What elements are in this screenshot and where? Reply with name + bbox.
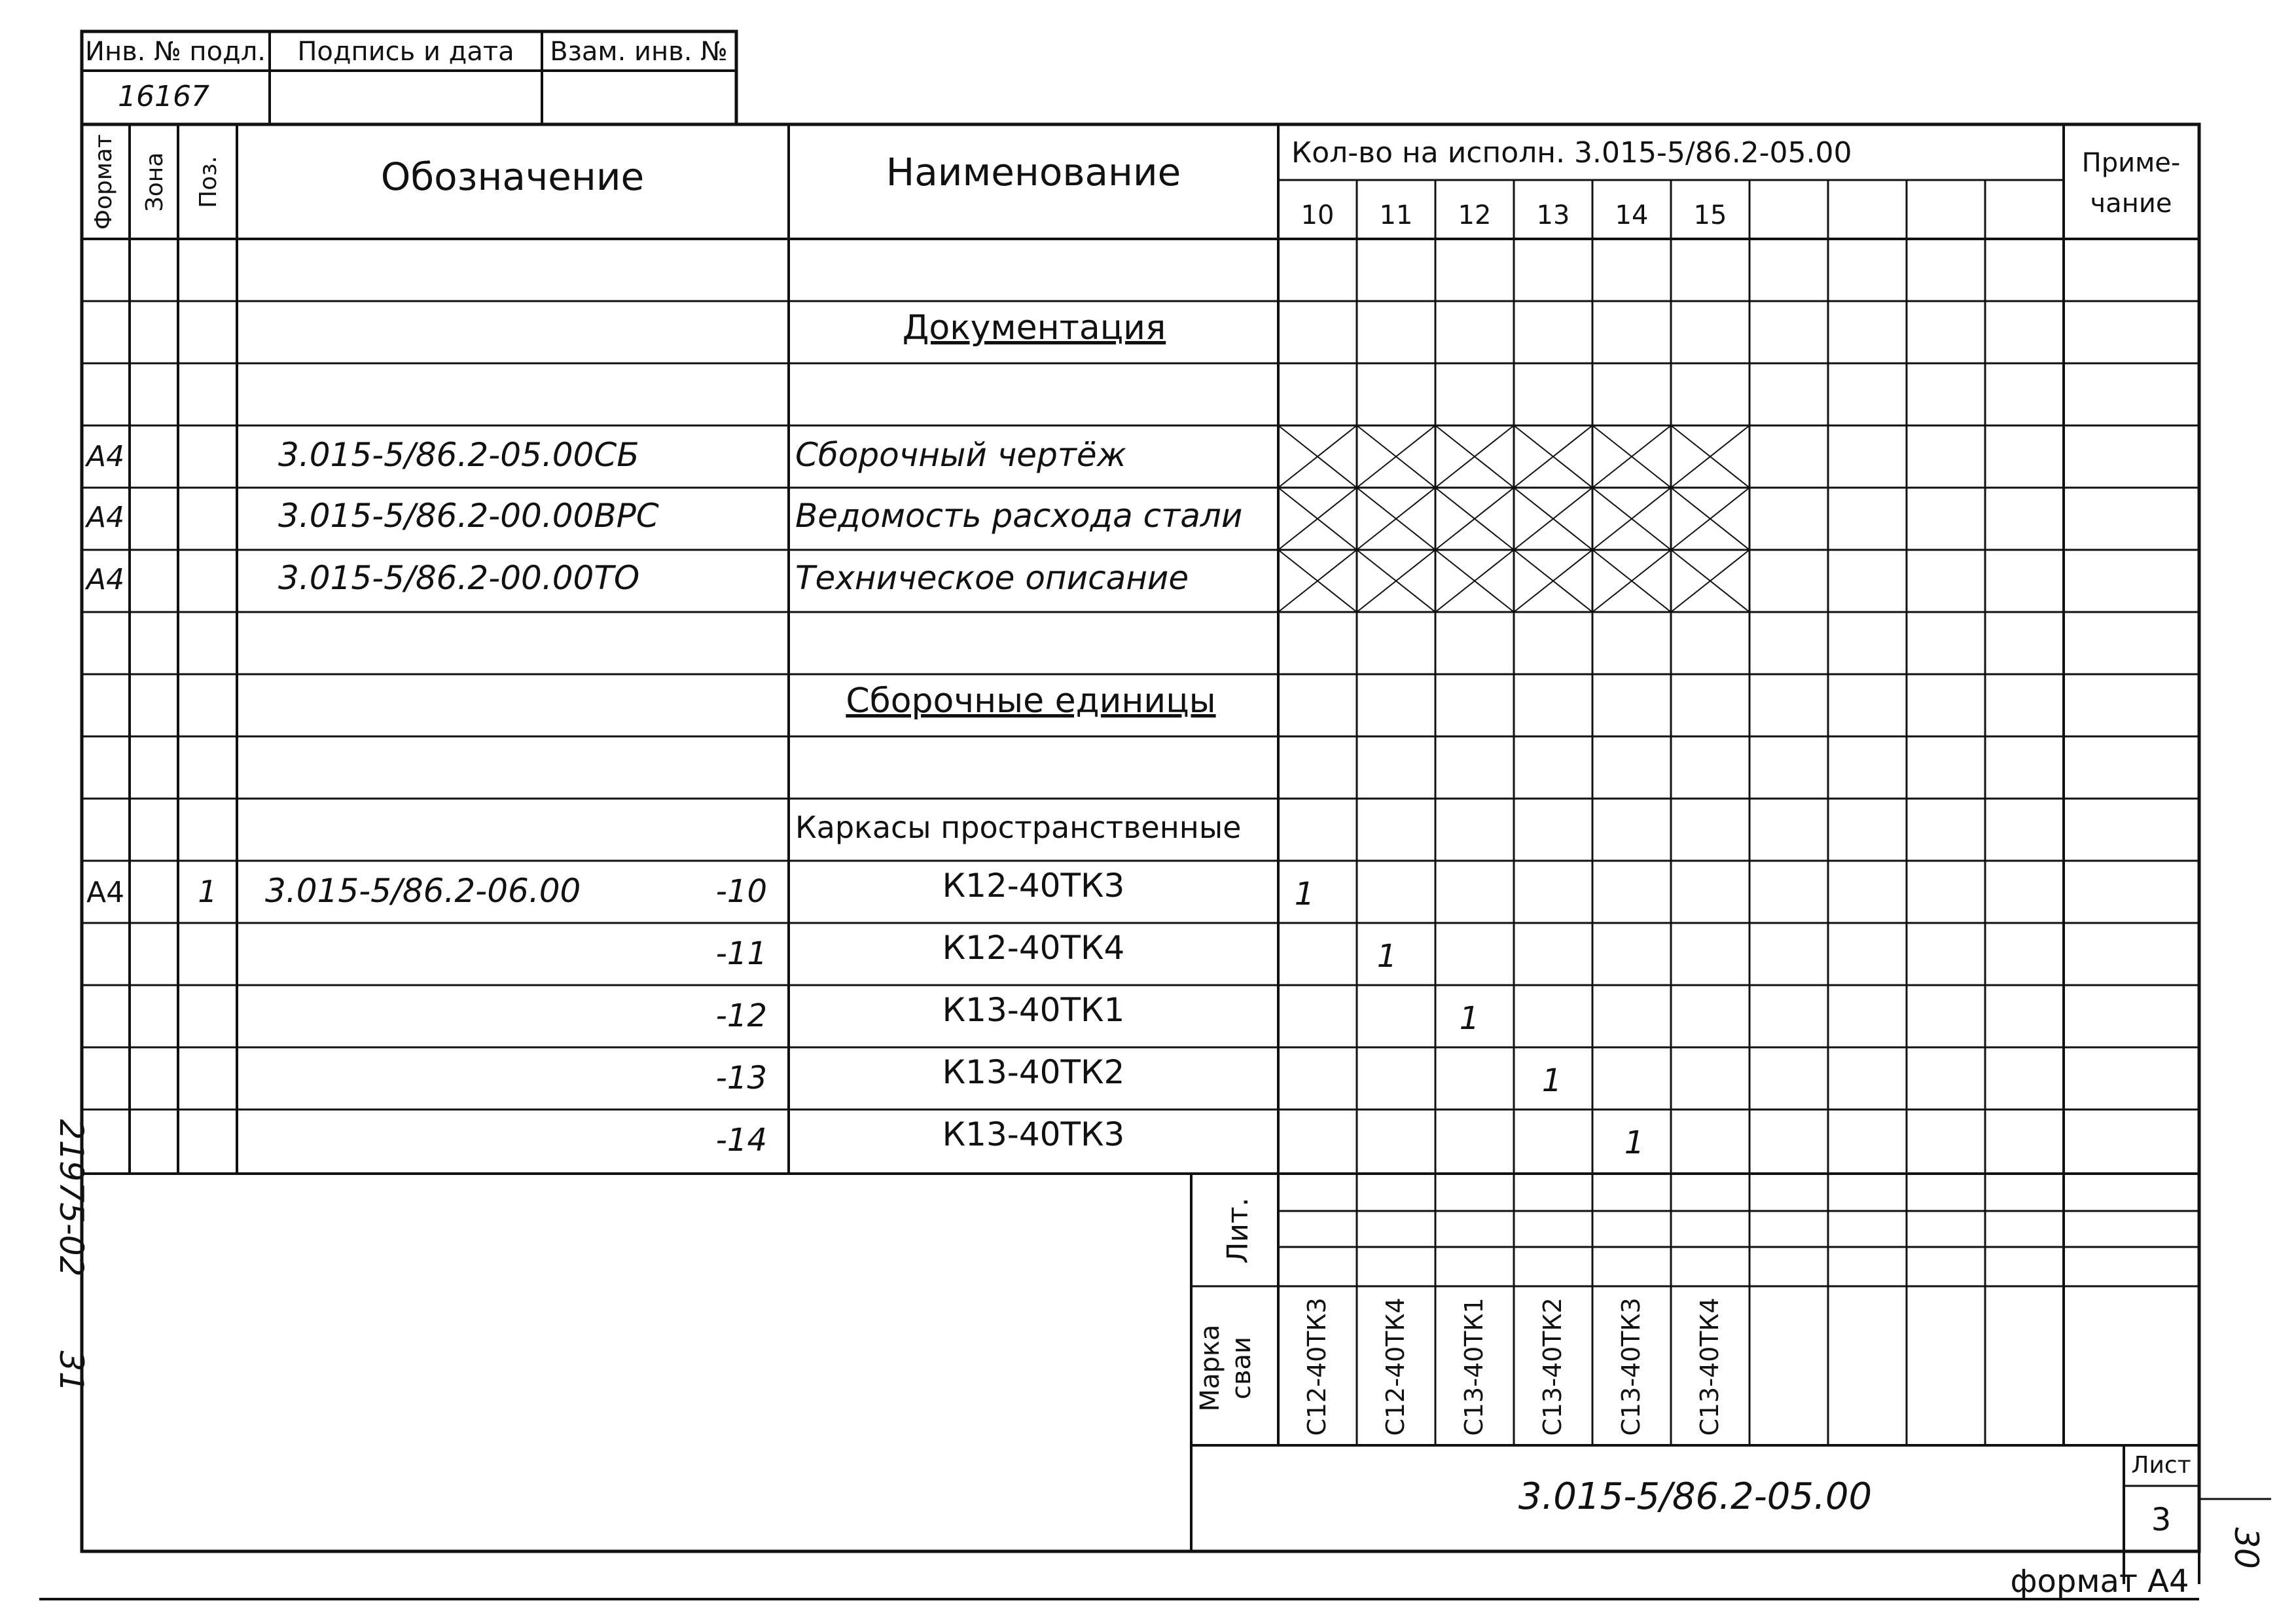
stamp-header-2: Взам. инв. № xyxy=(550,37,728,67)
item-suffix-1: -11 xyxy=(715,935,767,972)
item-suffix-4: -14 xyxy=(715,1122,767,1159)
item-designation-0: 3.015-5/86.2-06.00 xyxy=(265,872,581,910)
section-assembly-units: Сборочные единицы xyxy=(846,681,1216,721)
doc-row-designation-0: 3.015-5/86.2-05.00СБ xyxy=(278,436,639,474)
qty-col-11: 11 xyxy=(1379,200,1413,230)
pile-mark-5: С13-40ТК4 xyxy=(1695,1297,1724,1436)
section-frames: Каркасы пространственные xyxy=(795,810,1242,845)
pile-mark-3: С13-40ТК2 xyxy=(1538,1297,1567,1436)
item-format-0: А4 xyxy=(86,876,125,909)
doc-row-name-1: Ведомость расхода стали xyxy=(795,497,1243,535)
section-documentation: Документация xyxy=(902,308,1166,348)
item-qty-2: 1 xyxy=(1459,1000,1480,1037)
header-note-0: Приме- xyxy=(2081,148,2181,178)
item-qty-0: 1 xyxy=(1294,876,1315,912)
qty-col-15: 15 xyxy=(1693,200,1727,230)
pile-mark-4: С13-40ТК3 xyxy=(1617,1297,1645,1436)
item-name-4: К13-40ТК3 xyxy=(942,1115,1125,1153)
right-margin-num: 30 xyxy=(2227,1527,2265,1569)
stamp-header-1: Подпись и дата xyxy=(297,37,514,67)
header-note-1: чание xyxy=(2090,189,2172,219)
table-content xyxy=(52,37,2265,1600)
item-qty-1: 1 xyxy=(1376,938,1397,975)
item-suffix-2: -12 xyxy=(715,998,767,1034)
pile-mark-0: С12-40ТК3 xyxy=(1302,1297,1331,1436)
qty-col-12: 12 xyxy=(1458,200,1492,230)
qty-col-10: 10 xyxy=(1300,200,1335,230)
qty-col-14: 14 xyxy=(1615,200,1649,230)
doc-row-designation-1: 3.015-5/86.2-00.00ВРС xyxy=(278,497,659,535)
header-name: Наименование xyxy=(886,150,1181,194)
header-designation: Обозначение xyxy=(380,154,645,199)
item-qty-3: 1 xyxy=(1541,1062,1562,1099)
format-label: формат А4 xyxy=(2010,1563,2189,1600)
inv-number: 16167 xyxy=(118,80,209,113)
header-format: Формат xyxy=(90,134,117,230)
doc-row-name-2: Техническое описание xyxy=(795,559,1189,597)
title-designation: 3.015-5/86.2-05.00 xyxy=(1518,1475,1873,1518)
pile-label-2: сваи xyxy=(1227,1336,1257,1400)
sheet-number: 3 xyxy=(2151,1502,2172,1538)
doc-row-format-2: А4 xyxy=(86,563,125,596)
item-suffix-0: -10 xyxy=(715,873,767,910)
item-suffix-3: -13 xyxy=(715,1060,767,1096)
header-qty-title: Кол-во на исполн. 3.015-5/86.2-05.00 xyxy=(1291,136,1852,170)
sheet-label: Лист xyxy=(2131,1452,2191,1479)
doc-row-format-1: А4 xyxy=(86,501,125,534)
item-qty-4: 1 xyxy=(1624,1125,1645,1161)
pile-mark-1: С12-40ТК4 xyxy=(1381,1297,1410,1436)
qty-col-13: 13 xyxy=(1536,200,1570,230)
pile-label-1: Марка xyxy=(1195,1324,1225,1412)
header-pos: Поз. xyxy=(195,156,222,208)
doc-row-designation-2: 3.015-5/86.2-00.00ТО xyxy=(278,559,640,597)
left-margin-num: 31 xyxy=(52,1350,90,1392)
left-margin-code: 21975-02 xyxy=(52,1119,90,1277)
pile-mark-2: С13-40ТК1 xyxy=(1460,1297,1488,1436)
lit-label: Лит. xyxy=(1221,1197,1255,1264)
doc-row-format-0: А4 xyxy=(86,440,125,473)
stamp-header-0: Инв. № подл. xyxy=(85,37,266,67)
item-name-1: К12-40ТК4 xyxy=(942,929,1125,967)
item-name-0: К12-40ТК3 xyxy=(942,867,1125,905)
item-name-2: К13-40ТК1 xyxy=(942,991,1125,1029)
doc-row-name-0: Сборочный чертёж xyxy=(795,436,1126,474)
item-name-3: К13-40ТК2 xyxy=(942,1053,1125,1091)
item-pos-0: 1 xyxy=(198,874,217,909)
header-zone: Зона xyxy=(141,152,168,212)
